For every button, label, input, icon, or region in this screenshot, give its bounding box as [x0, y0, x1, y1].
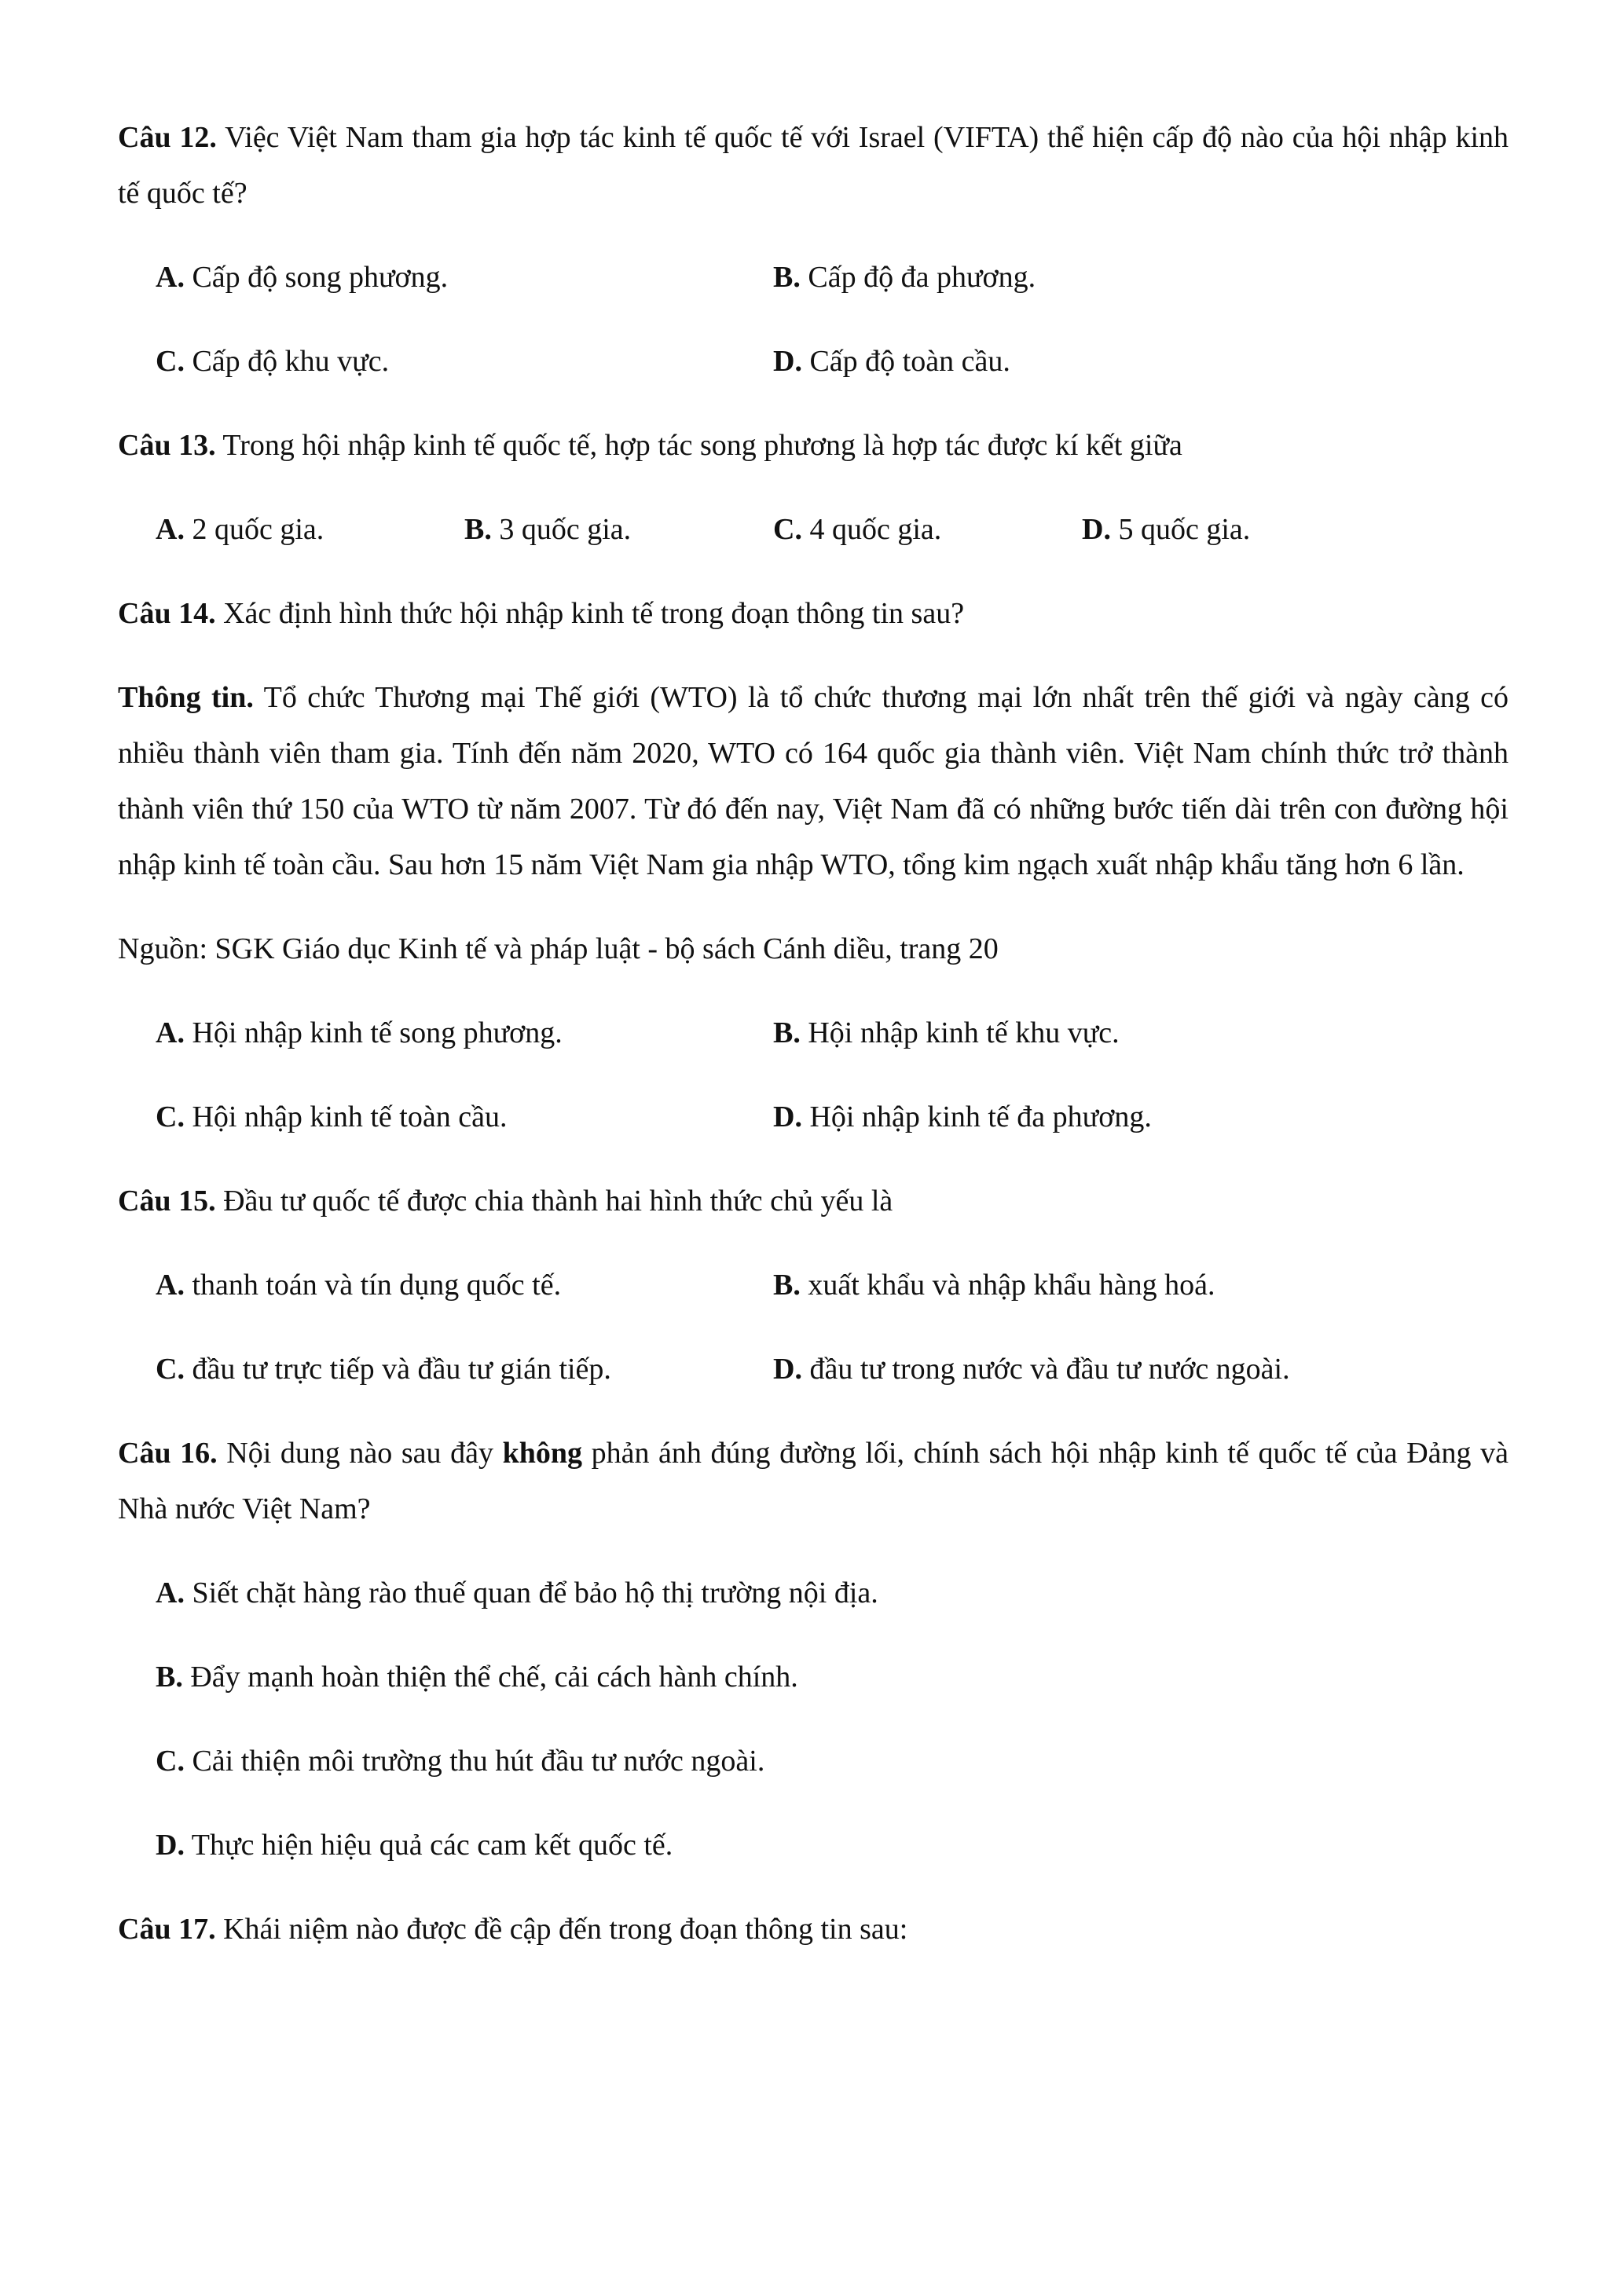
option-text: Thực hiện hiệu quả các cam kết quốc tế.	[184, 1829, 673, 1862]
option-letter: D.	[156, 1829, 185, 1862]
option-text: Cấp độ song phương.	[184, 261, 449, 294]
question-label: Câu 15.	[118, 1185, 216, 1218]
question-17	[118, 1902, 1509, 1957]
question-text: Xác định hình thức hội nhập kinh tế trong đoạn thông tin sau?	[215, 597, 965, 630]
option-letter: C.	[156, 1353, 185, 1386]
info-passage	[118, 670, 1509, 893]
option-c[interactable]	[156, 1089, 773, 1145]
option-d[interactable]	[773, 1342, 1391, 1397]
option-a[interactable]	[156, 502, 464, 558]
option-letter: B.	[773, 1269, 801, 1302]
option-b[interactable]	[464, 502, 773, 558]
question-14	[118, 586, 1509, 642]
option-letter: B.	[773, 1016, 801, 1049]
options-row	[118, 1258, 1509, 1313]
option-letter: C.	[156, 345, 185, 378]
option-text: Hội nhập kinh tế đa phương.	[801, 1100, 1152, 1133]
option-letter: B.	[156, 1661, 183, 1694]
options-row	[118, 1089, 1509, 1145]
option-letter: A.	[156, 1269, 185, 1302]
option-letter: D.	[1082, 513, 1111, 546]
question-label: Câu 14.	[118, 597, 216, 630]
option-letter: A.	[156, 1576, 185, 1609]
option-letter: D.	[773, 345, 802, 378]
question-text: Khái niệm nào được đề cập đến trong đoạn thông tin sau:	[215, 1913, 908, 1946]
options-row	[118, 250, 1509, 306]
option-text: Hội nhập kinh tế song phương.	[184, 1016, 563, 1049]
question-text: Trong hội nhập kinh tế quốc tế, hợp tác song phương là hợp tác được kí kết giữa	[215, 429, 1182, 462]
question-label: Câu 17.	[118, 1913, 216, 1946]
option-text: Cấp độ đa phương.	[800, 261, 1036, 294]
option-b[interactable]	[773, 1258, 1391, 1313]
question-15	[118, 1174, 1509, 1229]
option-text: Siết chặt hàng rào thuế quan để bảo hộ thị trường nội địa.	[184, 1576, 878, 1609]
option-text: 2 quốc gia.	[184, 513, 324, 546]
option-d[interactable]	[773, 334, 1391, 390]
option-b[interactable]	[773, 250, 1391, 306]
option-c[interactable]	[773, 502, 1082, 558]
option-a[interactable]	[156, 1005, 773, 1061]
option-c[interactable]	[118, 1734, 1509, 1789]
option-text: đầu tư trong nước và đầu tư nước ngoài.	[801, 1353, 1290, 1386]
option-b[interactable]	[773, 1005, 1391, 1061]
question-text: phản ánh đúng đường lối, chính sách hội nhập kinh tế quốc tế của Đảng và Nhà nước Việt Nam?	[118, 1437, 1509, 1525]
question-13	[118, 418, 1509, 474]
question-label: Câu 16.	[118, 1437, 218, 1470]
question-label: Câu 13.	[118, 429, 216, 462]
info-text: Tổ chức Thương mại Thế giới (WTO) là tổ chức thương mại lớn nhất trên thế giới và ngày càng có nhiều thành viên tham gia. Tính đến năm 2020, WTO có 164 quốc gia thành viên. Việt Nam chính thức trở thành thành viên thứ 150 của WTO từ năm 2007. Từ đó đến nay, Việt Nam đã có những bước tiến dài trên con đường hội nhập kinh tế toàn cầu. Sau hơn 15 năm Việt Nam gia nhập WTO, tổng kim ngạch xuất nhập khẩu tăng hơn 6 lần.	[118, 681, 1509, 881]
option-letter: B.	[773, 261, 801, 294]
option-letter: C.	[156, 1100, 185, 1133]
question-12	[118, 110, 1509, 222]
option-a[interactable]	[118, 1565, 1509, 1621]
option-a[interactable]	[156, 1258, 773, 1313]
option-text: Cấp độ khu vực.	[184, 345, 390, 378]
source-citation: Nguồn: SGK Giáo dục Kinh tế và pháp luật - bộ sách Cánh diều, trang 20	[118, 932, 999, 965]
option-letter: A.	[156, 261, 185, 294]
question-text: Nội dung nào sau đây	[217, 1437, 503, 1470]
question-text: Đầu tư quốc tế được chia thành hai hình thức chủ yếu là	[215, 1185, 893, 1218]
option-d[interactable]	[773, 1089, 1391, 1145]
options-row	[118, 334, 1509, 390]
option-letter: A.	[156, 513, 185, 546]
info-label: Thông tin.	[118, 681, 254, 714]
option-text: Cấp độ toàn cầu.	[801, 345, 1010, 378]
options-row	[118, 502, 1509, 558]
question-label: Câu 12.	[118, 121, 217, 154]
options-row	[118, 1005, 1509, 1061]
option-text: Hội nhập kinh tế khu vực.	[800, 1016, 1120, 1049]
option-letter: D.	[773, 1353, 802, 1386]
option-letter: C.	[773, 513, 802, 546]
option-text: thanh toán và tín dụng quốc tế.	[184, 1269, 562, 1302]
option-d[interactable]	[118, 1818, 1509, 1873]
option-text: Đẩy mạnh hoàn thiện thể chế, cải cách hành chính.	[182, 1661, 798, 1694]
option-text: Hội nhập kinh tế toàn cầu.	[184, 1100, 508, 1133]
option-letter: B.	[464, 513, 492, 546]
option-d[interactable]	[1082, 502, 1391, 558]
option-b[interactable]	[118, 1650, 1509, 1705]
option-letter: A.	[156, 1016, 185, 1049]
question-16	[118, 1426, 1509, 1537]
options-row	[118, 1342, 1509, 1397]
option-a[interactable]	[156, 250, 773, 306]
option-c[interactable]	[156, 1342, 773, 1397]
option-text: 3 quốc gia.	[491, 513, 632, 546]
option-text: 4 quốc gia.	[801, 513, 942, 546]
option-c[interactable]	[156, 334, 773, 390]
option-text: xuất khẩu và nhập khẩu hàng hoá.	[800, 1269, 1215, 1302]
option-letter: D.	[773, 1100, 802, 1133]
exam-page	[118, 110, 1509, 1986]
option-text: 5 quốc gia.	[1110, 513, 1251, 546]
option-letter: C.	[156, 1745, 185, 1778]
question-emphasis: không	[502, 1437, 582, 1470]
option-text: đầu tư trực tiếp và đầu tư gián tiếp.	[184, 1353, 611, 1386]
option-text: Cải thiện môi trường thu hút đầu tư nước ngoài.	[184, 1745, 765, 1778]
question-text: Việc Việt Nam tham gia hợp tác kinh tế quốc tế với Israel (VIFTA) thể hiện cấp độ nào của hội nhập kinh tế quốc tế?	[118, 121, 1509, 210]
